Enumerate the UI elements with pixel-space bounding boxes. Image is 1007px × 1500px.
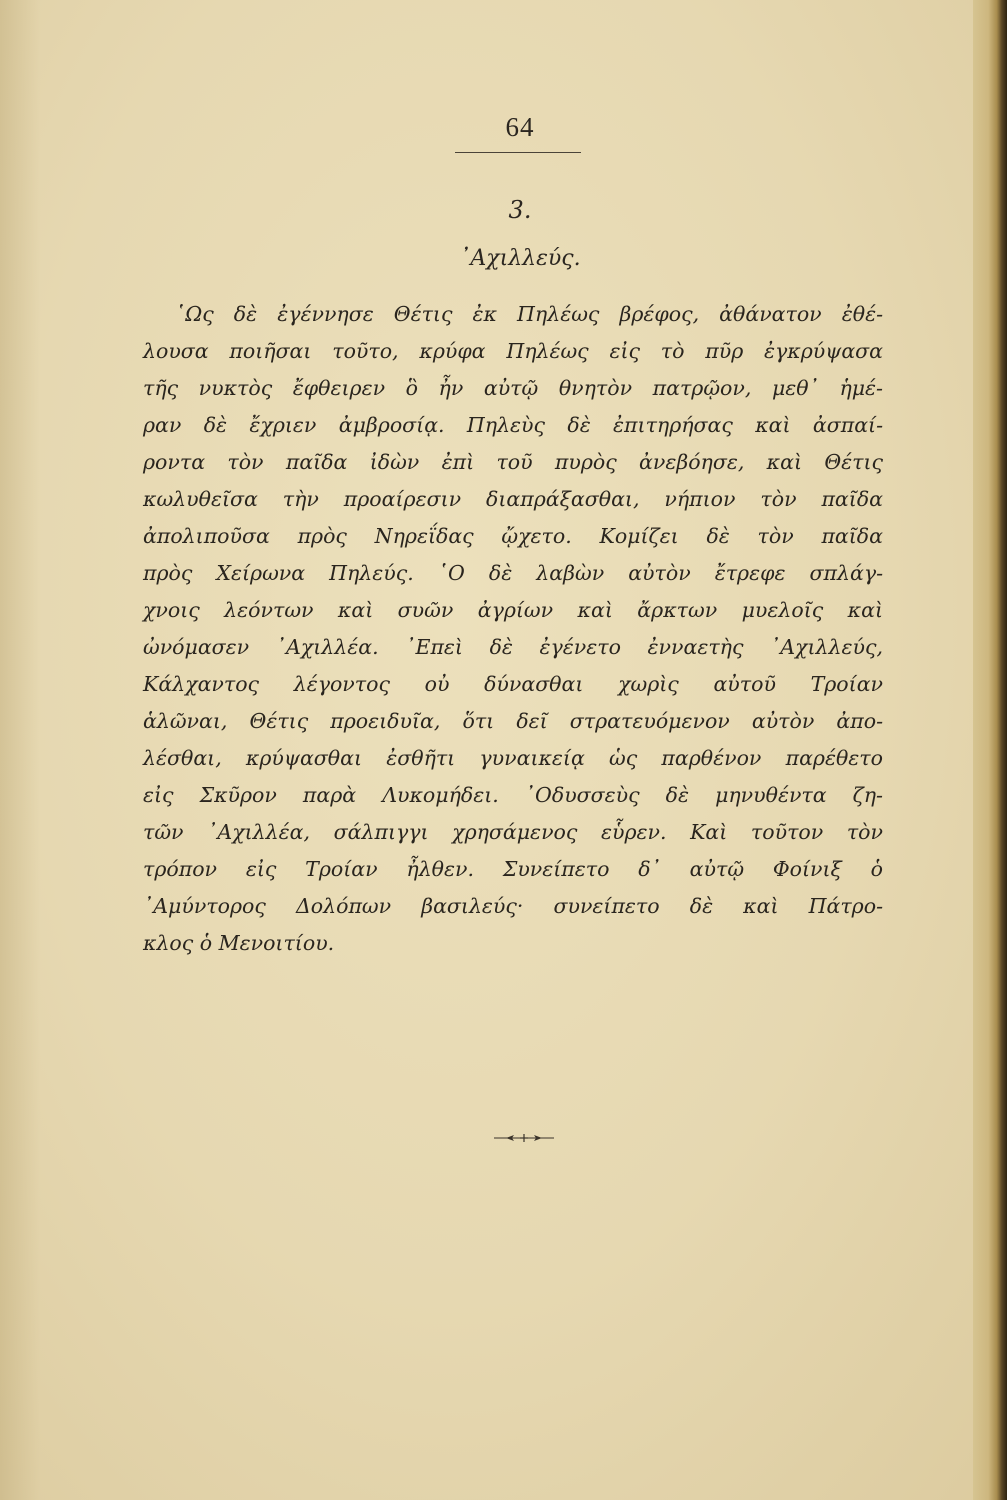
text-line: τῶν ᾿Αχιλλέα, σάλπιγγι χρησάμενος εὗρεν. Καὶ τοῦτον τὸν xyxy=(143,820,883,844)
text-line: ραν δὲ ἔχριεν ἀμβροσίᾳ. Πηλεὺς δὲ ἐπιτηρήσας καὶ ἀσπαί- xyxy=(143,413,883,437)
text-line: πρὸς Χείρωνα Πηλεύς. ῾Ο δὲ λαβὼν αὐτὸν ἔτρεφε σπλάγ- xyxy=(143,561,883,585)
header-rule xyxy=(455,152,581,153)
text-line: ἀπολιποῦσα πρὸς Νηρεΐδας ᾤχετο. Κομίζει δὲ τὸν παῖδα xyxy=(143,524,883,548)
text-line: κωλυθεῖσα τὴν προαίρεσιν διαπράξασθαι, νήπιον τὸν παῖδα xyxy=(143,487,883,511)
text-line: κλος ὁ Μενοιτίου. xyxy=(143,931,335,955)
end-ornament-icon xyxy=(492,1132,556,1144)
text-line: τρόπον εἰς Τροίαν ἦλθεν. Συνείπετο δ᾿ αὐτῷ Φοίνιξ ὁ xyxy=(143,857,883,881)
text-line: ροντα τὸν παῖδα ἰδὼν ἐπὶ τοῦ πυρὸς ἀνεβόησε, καὶ Θέτις xyxy=(143,450,883,474)
page-edge-shade xyxy=(0,0,40,1500)
binding-gutter xyxy=(973,0,1007,1500)
text-line: ῾Ως δὲ ἐγέννησε Θέτις ἐκ Πηλέως βρέφος, ἀθάνατον ἐθέ- xyxy=(175,302,883,326)
page-number: 64 xyxy=(505,112,535,142)
section-number: 3. xyxy=(508,196,532,224)
text-line: λέσθαι, κρύψασθαι ἐσθῆτι γυναικείᾳ ὡς παρθένον παρέθετο xyxy=(143,746,883,770)
text-line: ὠνόμασεν ᾿Αχιλλέα. ᾿Επεὶ δὲ ἐγένετο ἐνναετὴς ᾿Αχιλλεύς, xyxy=(143,635,883,659)
text-line: λουσα ποιῆσαι τοῦτο, κρύφα Πηλέως εἰς τὸ πῦρ ἐγκρύψασα xyxy=(143,339,883,363)
section-title: ᾿Αχιλλεύς. xyxy=(459,246,581,271)
text-line: τῆς νυκτὸς ἔφθειρεν ὃ ἦν αὐτῷ θνητὸν πατρῷον, μεθ᾿ ἡμέ- xyxy=(143,376,883,400)
text-line: ἁλῶναι, Θέτις προειδυῖα, ὅτι δεῖ στρατευόμενον αὐτὸν ἀπο- xyxy=(143,709,883,733)
text-line: εἰς Σκῦρον παρὰ Λυκομήδει. ᾿Οδυσσεὺς δὲ μηνυθέντα ζη- xyxy=(143,783,883,807)
text-line: Κάλχαντος λέγοντος οὐ δύνασθαι χωρὶς αὐτοῦ Τροίαν xyxy=(143,672,883,696)
text-line: χνοις λεόντων καὶ συῶν ἀγρίων καὶ ἄρκτων μυελοῖς καὶ xyxy=(143,598,883,622)
body-paragraph xyxy=(143,296,883,962)
text-line: ᾿Αμύντορος Δολόπων βασιλεύς· συνείπετο δὲ καὶ Πάτρο- xyxy=(143,894,883,918)
